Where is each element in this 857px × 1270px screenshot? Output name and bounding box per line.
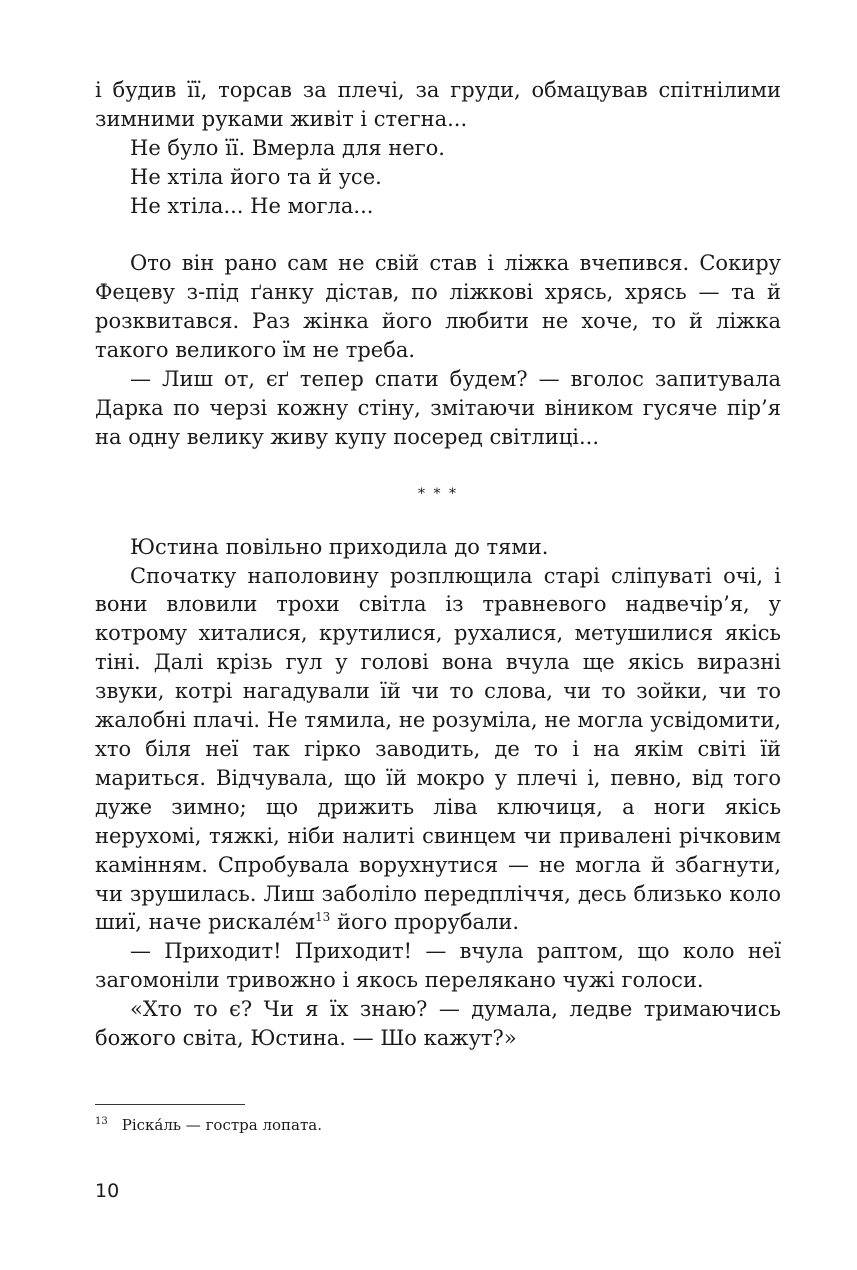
body-text <box>95 76 781 1053</box>
paragraph <box>95 249 781 365</box>
paragraph <box>95 533 781 562</box>
paragraph <box>95 192 781 221</box>
footnote-reference[interactable]: 13 <box>315 910 331 925</box>
paragraph <box>95 76 781 134</box>
footnote <box>95 1112 781 1135</box>
paragraph-text: — Приходит! Приходит! — вчула раптом, що коло неї загомоніли тривожно і якось перелякано чужі голоси. <box>95 939 781 993</box>
text-section-b <box>95 533 781 938</box>
text-section-a <box>95 76 781 452</box>
paragraph-text: Не хтіла... Не могла... <box>130 193 374 218</box>
paragraph <box>95 134 781 163</box>
paragraph-text: і будив її, торсав за плечі, за груди, обмацував спітнілими зимними руками живіт і стегна... <box>95 78 781 131</box>
paragraph <box>95 995 781 1053</box>
paragraph-text: — Лиш от, єґ тепер спати будем? — вголос запитувала Дарка по черзі кожну стіну, змітаючи віником гусяче пір’я на одну велику живу купу посеред світлиці... <box>95 367 781 449</box>
paragraph-text: Не було її. Вмерла для него. <box>130 135 445 160</box>
paragraph-text: Не хтіла його та й усе. <box>130 164 382 189</box>
footnote-divider <box>95 1104 245 1105</box>
paragraph-text: «Хто то є? Чи я їх знаю? — думала, ледве тримаючись божого світа, Юстина. — Шо кажут?» <box>95 997 781 1051</box>
page-number: 10 <box>95 1180 120 1202</box>
paragraph-text: Ото він рано сам не свій став і ліжка вчепився. Сокиру Фецеву з-під ґанку дістав, по ліжкові хрясь, хрясь — та й розквитався. Раз жінка його любити не хоче, то й ліжка такого великого їм не треба. <box>95 251 781 363</box>
paragraph-text: Спочатку наполовину розплющила старі сліпуваті очі, і вони вловили трохи світла із травневого надвечір’я, у котрому хиталися, крутилися, рухалися, метушилися якісь тіні. Далі крізь гул у голові вона вчула ще якісь виразні звуки, котрі нагадували їй чи то слова, чи то зойки, чи то жалобні плачі. Не тямила, не розуміла, не могла усвідомити, хто біля неї так гірко заводить, де то і на якім світі їй мариться. Відчувала, що їй мокро у плечі і, певно, від того дуже зимно; що дрижить ліва ключиця, а ноги якісь нерухомі, тяжкі, ніби налиті свинцем чи привалені річковим камінням. Спробувала ворухнутися — не могла й збагнути, чи зрушилась. Лиш заболіло передпліччя, десь близько коло шиї, наче рискалéм <box>95 563 781 935</box>
paragraph-text-tail: його прорубали. <box>330 910 520 935</box>
paragraph <box>95 163 781 192</box>
footnote-text: Ріска́ль — гостра лопата. <box>121 1116 322 1134</box>
footnote-number: 13 <box>95 1116 108 1127</box>
paragraph <box>95 562 781 938</box>
paragraph <box>95 937 781 995</box>
paragraph-text: Юстина повільно приходила до тями. <box>130 534 549 559</box>
section-separator: * * * <box>418 485 458 502</box>
paragraph <box>95 365 781 452</box>
text-section-c <box>95 937 781 1053</box>
